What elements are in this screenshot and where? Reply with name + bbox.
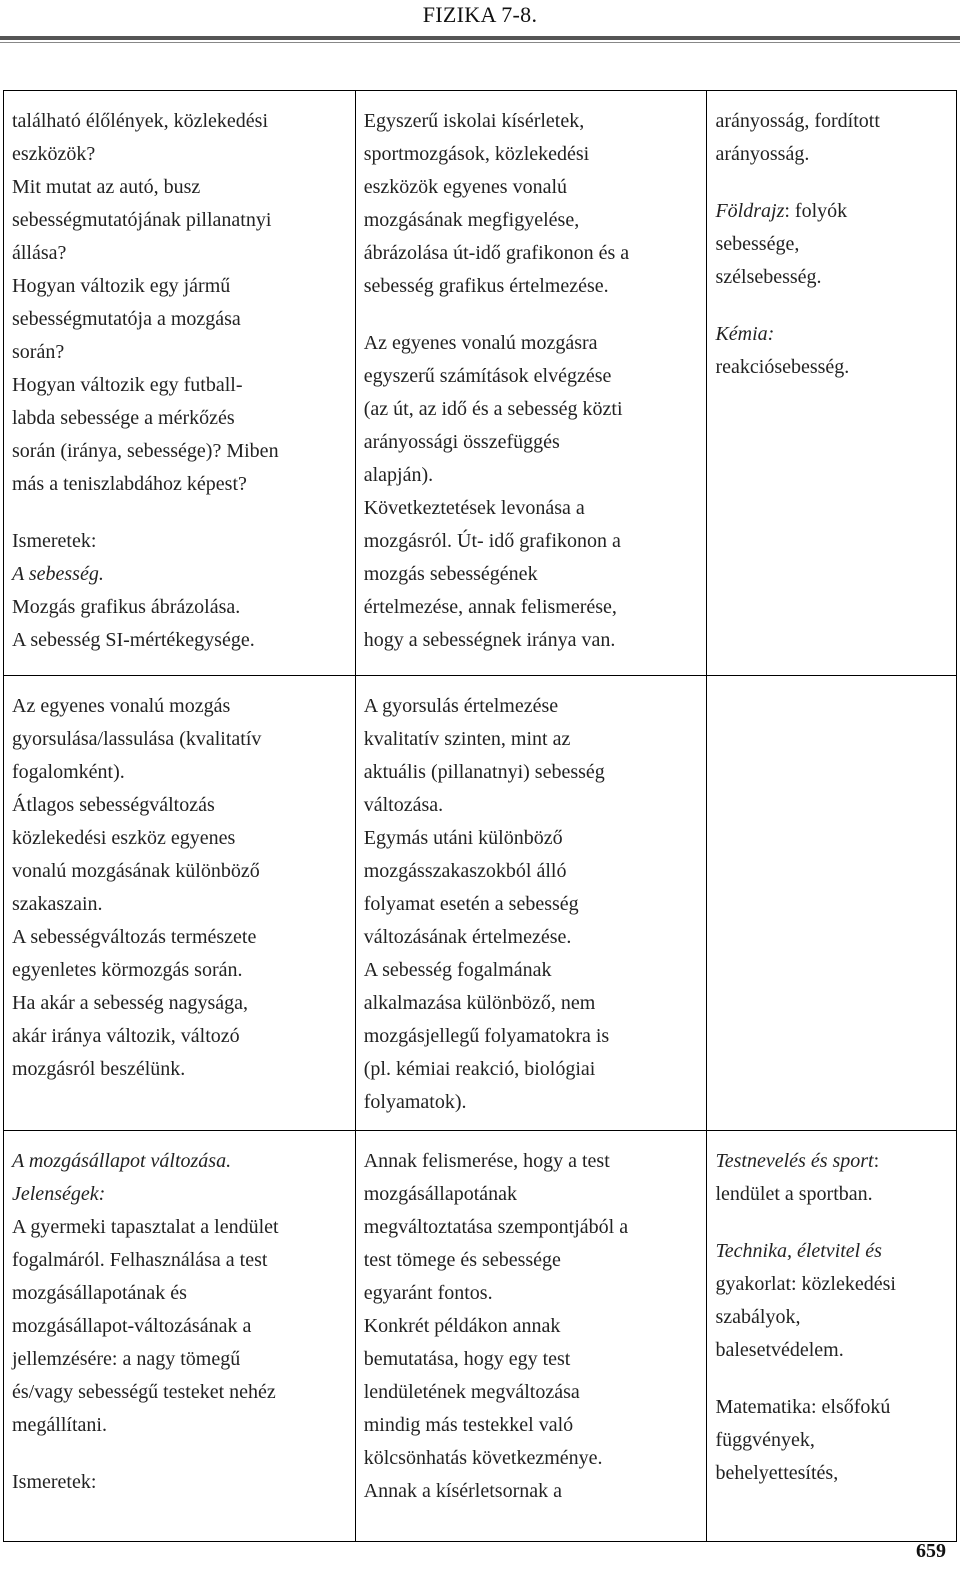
text-line: mozgásjellegű folyamatokra is xyxy=(363,1025,610,1047)
text-line: arányossági összefüggés xyxy=(363,431,560,453)
text-line: sebesség grafikus értelmezése. xyxy=(363,275,609,297)
text-line: eszközök? xyxy=(12,143,96,165)
geography-link xyxy=(715,195,950,228)
row1-col3-geo-lines xyxy=(715,228,950,294)
row3-col1-cell xyxy=(4,1131,356,1542)
text-line: során (iránya, sebessége)? Miben xyxy=(12,440,279,462)
text-line: A sebességváltozás természete xyxy=(12,926,257,948)
row1-col1-knowledge-lines xyxy=(12,591,349,657)
text-line: Annak felismerése, hogy a test xyxy=(363,1150,610,1172)
text-line: labda sebessége a mérkőzés xyxy=(12,407,235,429)
row1-col3-lines xyxy=(715,105,950,171)
sport-colon: : xyxy=(873,1150,880,1172)
text-line: sebességmutatója a mozgása xyxy=(12,308,241,330)
text-line: Ha akár a sebesség nagysága, xyxy=(12,992,249,1014)
text-line: A sebesség fogalmának xyxy=(363,959,552,981)
text-line: mozgásállapotának xyxy=(363,1183,518,1205)
text-line: és/vagy sebességű testeket nehéz xyxy=(12,1381,276,1403)
row3-col3-math-lines xyxy=(715,1424,950,1490)
text-line: Mozgás grafikus ábrázolása. xyxy=(12,596,241,618)
text-line: alapján). xyxy=(363,464,434,486)
text-line: arányosság, fordított xyxy=(715,110,880,132)
text-line: mozgásszakaszokból álló xyxy=(363,860,567,882)
text-line: Mit mutat az autó, busz xyxy=(12,176,201,198)
row1-col1-cell xyxy=(4,91,356,676)
text-line: ábrázolása út-idő grafikonon és a xyxy=(363,242,630,264)
text-line: Következtetések levonása a xyxy=(363,497,585,519)
text-line: eszközök egyenes vonalú xyxy=(363,176,567,198)
text-line: szakaszain. xyxy=(12,893,103,915)
text-line: más a teniszlabdához képest? xyxy=(12,473,247,495)
row2-col2-cell xyxy=(355,676,707,1131)
technology-label: Technika, életvitel és xyxy=(715,1240,882,1262)
text-line: függvények, xyxy=(715,1429,815,1451)
text-line: vonalú mozgásának különböző xyxy=(12,860,260,882)
row1-col2-para1 xyxy=(364,105,701,303)
row2-col3-cell xyxy=(707,676,957,1131)
sport-label: Testnevelés és sport xyxy=(715,1150,874,1172)
section-title: A mozgásállapot változása. xyxy=(12,1150,232,1172)
text-line: (pl. kémiai reakció, biológiai xyxy=(363,1058,596,1080)
knowledge-label-2: Ismeretek: xyxy=(12,1471,97,1493)
text-line: egyszerű számítások elvégzése xyxy=(363,365,612,387)
text-line: test tömege és sebessége xyxy=(363,1249,561,1271)
text-line: hogy a sebességnek iránya van. xyxy=(363,629,616,651)
page-number: 659 xyxy=(916,1540,946,1562)
geography-rest: : folyók xyxy=(784,200,848,222)
text-line: akár iránya változik, változó xyxy=(12,1025,240,1047)
text-line: behelyettesítés, xyxy=(715,1462,839,1484)
row2-col1-cell xyxy=(4,676,356,1131)
text-line: (az út, az idő és a sebesség közti xyxy=(363,398,623,420)
text-line: szabályok, xyxy=(715,1306,801,1328)
text-line: mozgásról. Út- idő grafikonon a xyxy=(363,530,621,552)
text-line: mindig más testekkel való xyxy=(363,1414,574,1436)
text-line: gyakorlat: közlekedési xyxy=(715,1273,896,1295)
text-line: folyamatok). xyxy=(363,1091,467,1113)
text-line: változása. xyxy=(363,794,444,816)
row3-col3-cell xyxy=(707,1131,957,1542)
text-line: során? xyxy=(12,341,65,363)
text-line: mozgásról beszélünk. xyxy=(12,1058,186,1080)
text-line: sportmozgások, közlekedési xyxy=(363,143,590,165)
text-line: bemutatása, hogy egy test xyxy=(363,1348,571,1370)
text-line: mozgásállapotának és xyxy=(12,1282,187,1304)
text-line: egyaránt fontos. xyxy=(363,1282,493,1304)
row2-col2-lines xyxy=(364,690,701,1119)
text-line: állása? xyxy=(12,242,67,264)
knowledge-topic-italic: A sebesség. xyxy=(12,563,104,585)
text-line: egyenletes körmozgás során. xyxy=(12,959,243,981)
row1-col2-para2 xyxy=(364,327,701,657)
geography-label: Földrajz xyxy=(715,200,785,222)
curriculum-table xyxy=(3,90,957,1542)
text-line: Annak a kísérletsornak a xyxy=(363,1480,562,1502)
text-line: mozgásállapot-változásának a xyxy=(12,1315,252,1337)
chemistry-label: Kémia: xyxy=(715,323,775,345)
sport-link xyxy=(715,1145,950,1178)
text-line: alkalmazása különböző, nem xyxy=(363,992,596,1014)
row1-col3-cell xyxy=(707,91,957,676)
text-line: fogalomként). xyxy=(12,761,125,783)
text-line: változásának értelmezése. xyxy=(363,926,572,948)
table-row xyxy=(4,1131,957,1542)
row1-col2-cell xyxy=(355,91,707,676)
text-line: balesetvédelem. xyxy=(715,1339,844,1361)
text-line: jellemzésére: a nagy tömegű xyxy=(12,1348,241,1370)
text-line: kvalitatív szinten, mint az xyxy=(363,728,571,750)
text-line: gyorsulása/lassulása (kvalitatív xyxy=(12,728,262,750)
row3-col2-cell xyxy=(355,1131,707,1542)
text-line: közlekedési eszköz egyenes xyxy=(12,827,236,849)
text-line: található élőlények, közlekedési xyxy=(12,110,269,132)
text-line: sebességmutatójának pillanatnyi xyxy=(12,209,272,231)
text-line: mozgásának megfigyelése, xyxy=(363,209,580,231)
row3-col3-tech-lines xyxy=(715,1268,950,1367)
text-line: Hogyan változik egy jármű xyxy=(12,275,231,297)
text-line: aktuális (pillanatnyi) sebesség xyxy=(363,761,605,783)
row3-col2-lines xyxy=(364,1145,701,1508)
text-line: A gyermeki tapasztalat a lendület xyxy=(12,1216,279,1238)
phenomena-label: Jelenségek: xyxy=(12,1183,106,1205)
table-row xyxy=(4,676,957,1131)
text-line: fogalmáról. Felhasználása a test xyxy=(12,1249,268,1271)
text-line: mozgás sebességének xyxy=(363,563,538,585)
text-line: Egymás utáni különböző xyxy=(363,827,563,849)
header-rule-thick xyxy=(0,36,960,40)
row2-col1-lines xyxy=(12,690,349,1086)
text-line: szélsebesség. xyxy=(715,266,822,288)
chemistry-line: reakciósebesség. xyxy=(715,356,850,378)
text-line: megváltoztatása szempontjából a xyxy=(363,1216,629,1238)
text-line: A sebesség SI-mértékegysége. xyxy=(12,629,255,651)
table-row xyxy=(4,91,957,676)
text-line: Az egyenes vonalú mozgás xyxy=(12,695,231,717)
text-line: A gyorsulás értelmezése xyxy=(363,695,559,717)
text-line: Egyszerű iskolai kísérletek, xyxy=(363,110,585,132)
text-line: lendületének megváltozása xyxy=(363,1381,580,1403)
text-line: értelmezése, annak felismerése, xyxy=(363,596,617,618)
text-line: Konkrét példákon annak xyxy=(363,1315,561,1337)
sport-line: lendület a sportban. xyxy=(715,1183,873,1205)
text-line: Átlagos sebességváltozás xyxy=(12,794,215,816)
text-line: sebessége, xyxy=(715,233,800,255)
row1-col1-questions xyxy=(12,105,349,501)
row3-col1-lines xyxy=(12,1211,349,1442)
text-line: folyamat esetén a sebesség xyxy=(363,893,579,915)
text-line: kölcsönhatás következménye. xyxy=(363,1447,603,1469)
math-line: Matematika: elsőfokú xyxy=(715,1396,891,1418)
page-header-title: FIZIKA 7-8. xyxy=(422,2,538,27)
text-line: arányosság. xyxy=(715,143,810,165)
text-line: Hogyan változik egy futball- xyxy=(12,374,243,396)
text-line: Az egyenes vonalú mozgásra xyxy=(363,332,598,354)
header-rule-thin xyxy=(0,42,960,43)
knowledge-label: Ismeretek: xyxy=(12,530,97,552)
text-line: megállítani. xyxy=(12,1414,107,1436)
